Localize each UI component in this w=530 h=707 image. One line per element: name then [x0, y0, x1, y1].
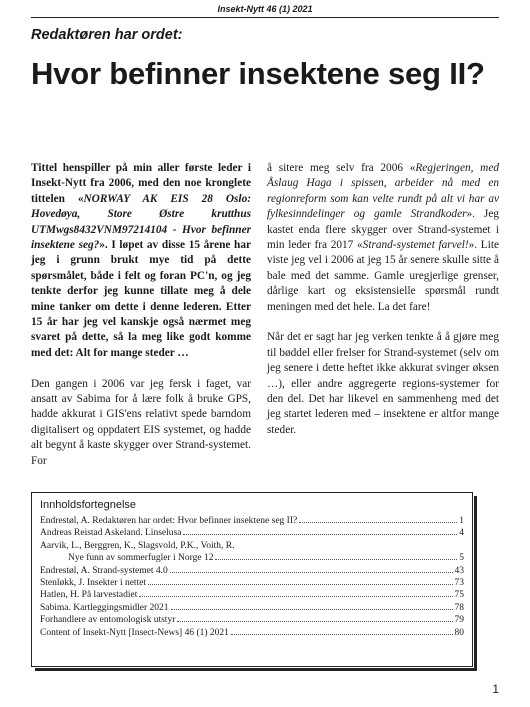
toc-entry: [40, 577, 464, 589]
toc-entry-title: Nye funn av sommerfugler i Norge 12: [68, 553, 214, 564]
header-rule: [31, 17, 499, 18]
toc-entry-title: Content of Insekt-Nytt [Insect-News] 46 (1) 2021: [40, 627, 229, 638]
toc-page-number: 73: [454, 578, 464, 589]
toc-entry-title: Andreas Reistad Askeland. Linselusa: [40, 528, 182, 539]
toc-dot-leader: [215, 559, 457, 560]
toc-entry: [40, 552, 464, 564]
body-paragraph: [267, 161, 499, 315]
toc-page-number: 43: [454, 565, 464, 576]
toc-entry: [40, 565, 464, 577]
right-column: [267, 161, 499, 454]
toc-entry-title: Hatlen, H. På larvestadiet: [40, 590, 138, 601]
toc-list: [40, 515, 464, 639]
toc-dot-leader: [170, 572, 453, 573]
toc-entry-title: Stenløkk, J. Insekter i nettet: [40, 578, 147, 589]
toc-entry: [40, 527, 464, 539]
toc-entry: [40, 614, 464, 626]
text-span: Tittel henspiller på min aller første leder i Insekt-Nytt fra 2006, med den noe kronglete tittelen «: [31, 162, 251, 205]
section-label: Redaktøren har ordet:: [31, 27, 183, 43]
text-span: ». Jeg kastet enda flere skygger over Strand-systemet i min leder fra 2017 «: [267, 208, 499, 252]
toc-page-number: 1: [459, 516, 464, 526]
toc-entry-authors: Aarvik, L., Berggren, K., Slagsvold, P.K., Voith, R.: [40, 540, 235, 551]
toc-entry-title: Sabima. Kartleggingsmidler 2021: [40, 602, 169, 613]
text-span: å sitere meg selv fra 2006 «: [267, 162, 416, 174]
italic-span: Regjeringen, med Åslaug Haga i spissen, arbeider nå med en regionreform som kan velte rundt på alt vi har av fylkesinndelinger og gamle Strandkoder: [267, 162, 499, 221]
toc-dot-leader: [139, 596, 452, 597]
toc-dot-leader: [299, 522, 457, 523]
toc-dot-leader: [171, 609, 453, 610]
toc-page-number: 4: [459, 528, 464, 539]
italic-span: Strand-systemet farvel!: [362, 239, 469, 252]
toc-page-number: 5: [459, 553, 464, 564]
lead-paragraph: [31, 161, 251, 361]
toc-page-number: 79: [454, 615, 464, 626]
toc-dot-leader: [183, 534, 457, 535]
body-paragraph: Den gangen i 2006 var jeg fersk i faget, var ansatt av Sabima for å lære folk å bruke GPS, hadde akkurat i GIS'ens relativt spede barndom digitalisert og oppdatert EIS systemet, og hadde alt begynt å kaste skygger over Strand-systemet. For: [31, 377, 251, 467]
article-title: Hvor befinner insektene seg II?: [31, 56, 485, 91]
toc-dot-leader: [231, 634, 453, 635]
left-column: [31, 161, 251, 485]
toc-page-number: 75: [454, 590, 464, 601]
toc-entry: [40, 589, 464, 601]
toc-entry-title: Endrestøl, A. Strand-systemet 4.0: [40, 565, 168, 576]
toc-entry-title: Forhandlere av entomologisk utstyr: [40, 615, 176, 626]
toc-entry: [40, 627, 464, 639]
body-paragraph: Når det er sagt har jeg verken tenkte å å gjøre meg til bøddel eller frelser for Strand-systemet (selv om jeg senere i dette heftet ikke akkurat svinger øksen …), eller andre aggregerte regions-systemer for den del. Det har likevel en sammenheng med det jeg startet lederen med – insektene er altfor mange steder.: [267, 331, 499, 436]
toc-dot-leader: [177, 621, 452, 622]
toc-page-number: 80: [454, 627, 464, 638]
page-number: 1: [492, 682, 499, 696]
running-head: Insekt-Nytt 46 (1) 2021: [217, 4, 313, 14]
toc-dot-leader: [148, 584, 452, 585]
toc-entry-title: Endrestøl, A. Redaktøren har ordet: Hvor befinner insektene seg II?: [40, 516, 298, 526]
text-span: ». Lite viste jeg vel i 2006 at jeg 15 år senere skulle sitte å bale med det samme. Gamle uregjerlige grenser, dårlige kart og eksistensielle spørsmål rundt meningen med det hele. La det fare!: [267, 239, 499, 313]
toc-heading: Innholdsfortegnelse: [40, 499, 137, 511]
toc-entry: [40, 602, 464, 614]
toc-entry: [40, 515, 464, 527]
table-of-contents: [31, 492, 473, 667]
toc-page-number: 78: [454, 602, 464, 613]
italic-span: NORWAY AK EIS 28 Oslo: Hovedøya, Store Østre krutthus UTMwgs8432VNM97214104 - Hvor befinner insektene seg?: [31, 192, 251, 252]
text-span: ». I løpet av disse 15 årene har jeg i grunn brukt mye tid på dette spørsmålet, både i felt og foran PC'n, og jeg tenkte derfor jeg kunne tillate meg å dele mine tanker om dette i denne lederen. Etter 15 år har jeg vel kanskje også nærmet meg svaret på dette, så la meg like godt komme med det: Alt for mange steder …: [31, 239, 251, 359]
